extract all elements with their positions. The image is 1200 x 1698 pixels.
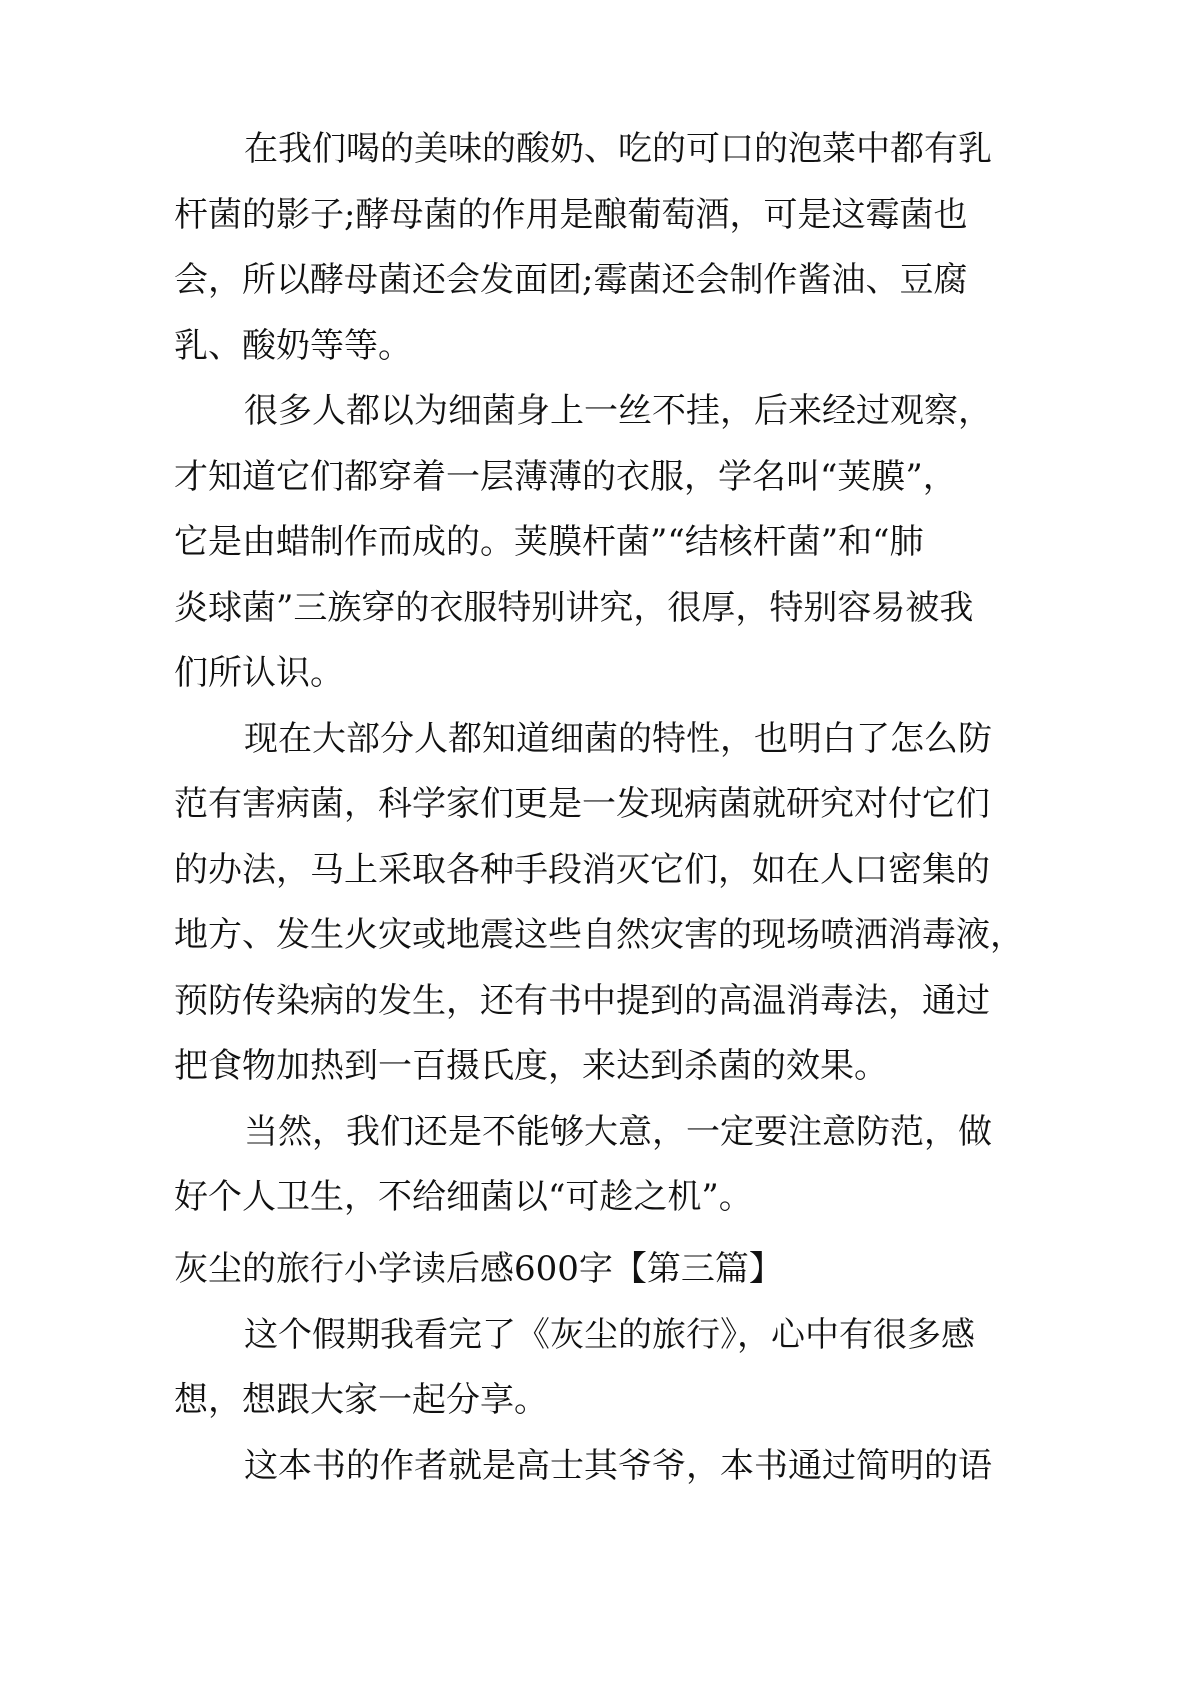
text-line: 当然，我们还是不能够大意，一定要注意防范，做 xyxy=(244,1111,992,1152)
section-paragraph-1 xyxy=(174,1303,1044,1434)
text-line: 很多人都以为细菌身上一丝不挂，后来经过观察， xyxy=(244,391,992,431)
paragraph-1 xyxy=(174,117,1044,379)
text-line: 这个假期我看完了《灰尘的旅行》，心中有很多感 xyxy=(244,1314,975,1355)
section-paragraph-2 xyxy=(174,1434,1044,1500)
text-line: 现在大部分人都知道细菌的特性，也明白了怎么防 xyxy=(244,718,992,759)
text-line: 杆菌的影子;酵母菌的作用是酿葡萄酒，可是这霉菌也 xyxy=(174,194,968,235)
text-line: 在我们喝的美味的酸奶、吃的可口的泡菜中都有乳 xyxy=(244,129,992,169)
text-line: 会，所以酵母菌还会发面团;霉菌还会制作酱油、豆腐 xyxy=(174,260,968,300)
text-line: 的办法，马上采取各种手段消灭它们，如在人口密集的 xyxy=(174,849,990,890)
article-body xyxy=(174,117,1044,1231)
text-line: 想，想跟大家一起分享。 xyxy=(174,1380,548,1420)
text-line: 把食物加热到一百摄氏度，来达到杀菌的效果。 xyxy=(174,1046,888,1086)
paragraph-2 xyxy=(174,379,1044,707)
text-line: 好个人卫生，不给细菌以“可趁之机”。 xyxy=(174,1177,753,1217)
text-line: 才知道它们都穿着一层薄薄的衣服，学名叫“荚膜”， xyxy=(174,456,957,497)
paragraph-4 xyxy=(174,1100,1044,1231)
text-line: 它是由蜡制作而成的。荚膜杆菌”“结核杆菌”和“肺 xyxy=(174,522,924,562)
text-line: 乳、酸奶等等。 xyxy=(174,325,412,366)
text-line: 们所认识。 xyxy=(174,653,344,693)
paragraph-3 xyxy=(174,707,1044,1100)
text-line: 范有害病菌，科学家们更是一发现病菌就研究对付它们 xyxy=(174,784,990,824)
text-line: 这本书的作者就是高士其爷爷，本书通过简明的语 xyxy=(244,1445,992,1486)
section-three xyxy=(174,1237,1044,1499)
text-line: 预防传染病的发生，还有书中提到的高温消毒法，通过 xyxy=(174,980,990,1021)
text-line: 地方、发生火灾或地震这些自然灾害的现场喷洒消毒液， xyxy=(174,915,1024,955)
text-line: 炎球菌”三族穿的衣服特别讲究，很厚，特别容易被我 xyxy=(174,587,974,628)
section-heading: 灰尘的旅行小学读后感600字【第三篇】 xyxy=(174,1249,783,1289)
